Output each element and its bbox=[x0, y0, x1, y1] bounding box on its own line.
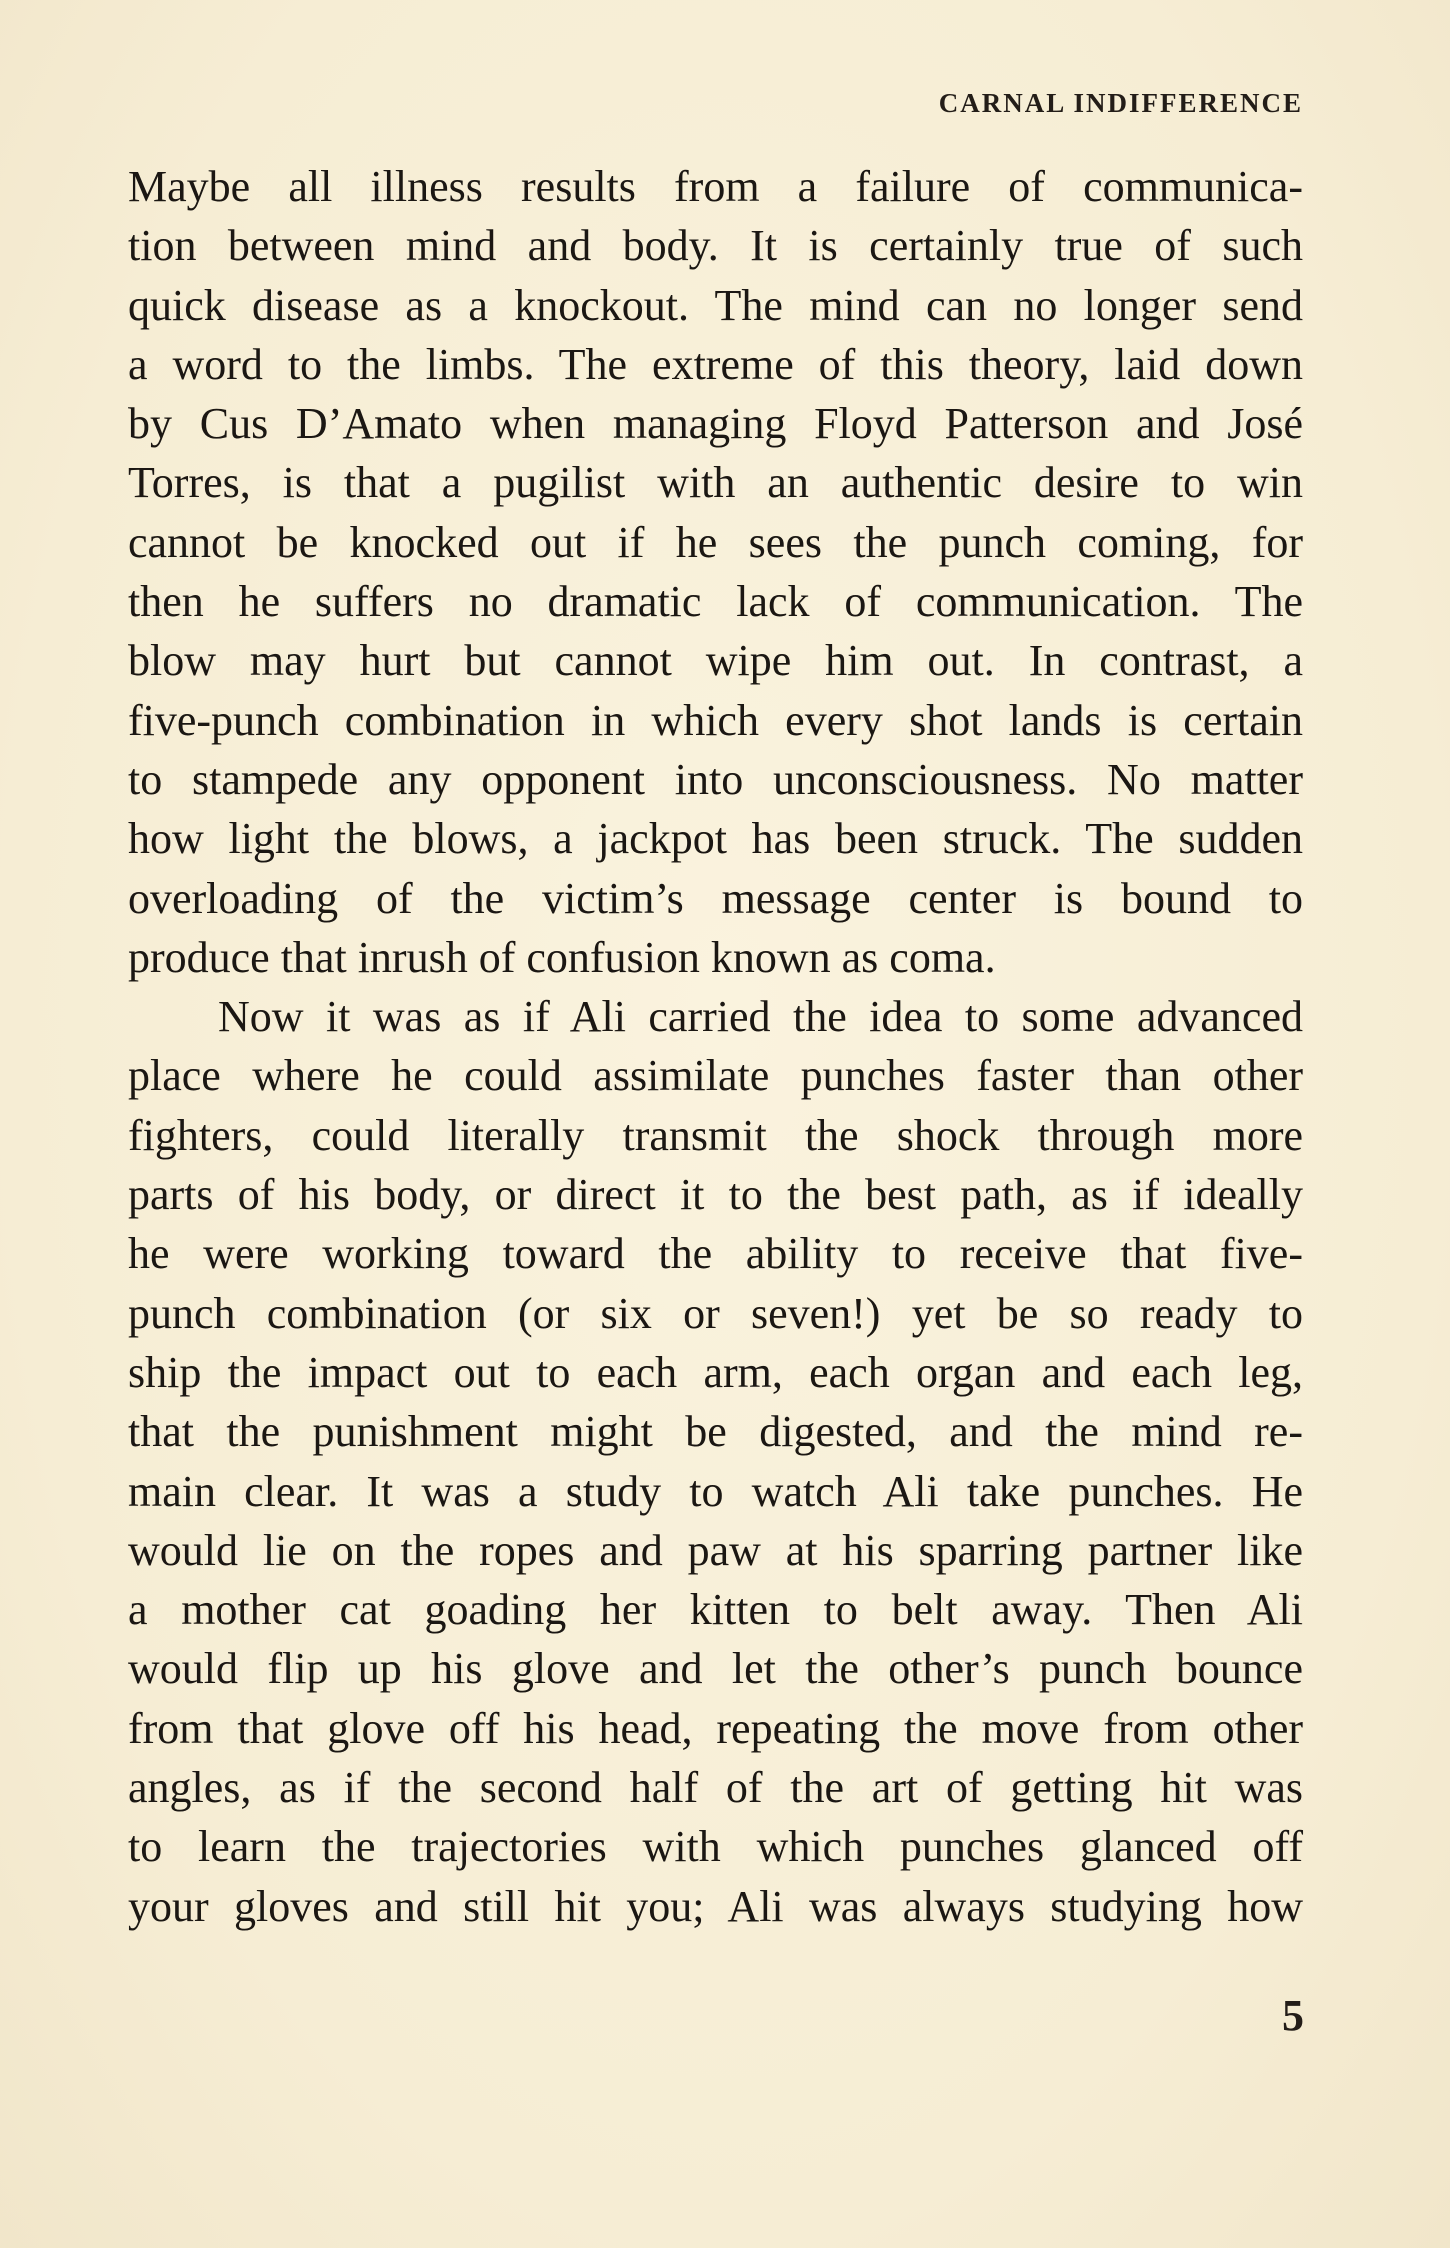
text-line: main clear. It was a study to watch Ali take punches. He bbox=[128, 1466, 1303, 1516]
text-line: would flip up his glove and let the other’s punch bounce bbox=[128, 1644, 1303, 1694]
text-line: tion between mind and body. It is certainly true of such bbox=[128, 221, 1303, 271]
text-line: your gloves and still hit you; Ali was always studying how bbox=[128, 1881, 1303, 1931]
text-line: he were working toward the ability to receive that five- bbox=[128, 1229, 1303, 1279]
text-line: cannot be knocked out if he sees the punch coming, for bbox=[128, 517, 1303, 567]
text-line: quick disease as a knockout. The mind can no longer send bbox=[128, 280, 1303, 330]
text-line: then he suffers no dramatic lack of communication. The bbox=[128, 577, 1303, 627]
page-number: 5 bbox=[1282, 1991, 1304, 2040]
paragraph-1 bbox=[128, 157, 1303, 987]
text-line: Maybe all illness results from a failure of communica- bbox=[128, 162, 1303, 211]
text-line: five-punch combination in which every shot lands is certain bbox=[128, 695, 1303, 745]
text-line: blow may hurt but cannot wipe him out. In contrast, a bbox=[128, 636, 1303, 686]
running-head: CARNAL INDIFFERENCE bbox=[938, 88, 1303, 118]
text-line: from that glove off his head, repeating the move from other bbox=[128, 1703, 1303, 1753]
text-line: Torres, is that a pugilist with an authentic desire to win bbox=[128, 458, 1303, 508]
text-line: Now it was as if Ali carried the idea to some advanced bbox=[218, 992, 1303, 1042]
text-line: angles, as if the second half of the art of getting hit was bbox=[128, 1763, 1303, 1813]
text-line: parts of his body, or direct it to the best path, as if ideally bbox=[128, 1170, 1303, 1220]
text-line: to learn the trajectories with which punches glanced off bbox=[128, 1822, 1303, 1872]
body-text bbox=[128, 157, 1303, 1936]
text-line: a mother cat goading her kitten to belt away. Then Ali bbox=[128, 1585, 1303, 1635]
text-line: place where he could assimilate punches faster than other bbox=[128, 1051, 1303, 1101]
text-line: produce that inrush of confusion known as coma. bbox=[128, 932, 996, 982]
text-line: that the punishment might be digested, and the mind re- bbox=[128, 1407, 1303, 1457]
text-line: ship the impact out to each arm, each organ and each leg, bbox=[128, 1347, 1303, 1397]
text-line: a word to the limbs. The extreme of this theory, laid down bbox=[128, 339, 1303, 389]
text-line: overloading of the victim’s message center is bound to bbox=[128, 873, 1303, 923]
text-line: would lie on the ropes and paw at his sparring partner like bbox=[128, 1525, 1303, 1575]
text-line: fighters, could literally transmit the shock through more bbox=[128, 1110, 1303, 1160]
text-line: by Cus D’Amato when managing Floyd Patterson and José bbox=[128, 399, 1303, 449]
text-line: to stampede any opponent into unconsciousness. No matter bbox=[128, 754, 1303, 804]
text-line: punch combination (or six or seven!) yet be so ready to bbox=[128, 1288, 1303, 1338]
paragraph-2 bbox=[128, 987, 1303, 1936]
text-line: how light the blows, a jackpot has been struck. The sudden bbox=[128, 814, 1303, 864]
